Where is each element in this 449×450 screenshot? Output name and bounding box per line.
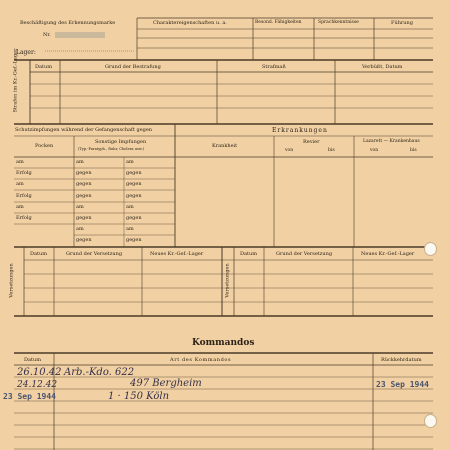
vacc-other-gegen: gegen	[126, 170, 142, 176]
special-skills-header: Besond. Fähigkeiten	[255, 20, 302, 25]
command-entry-date: 26.10.42	[17, 367, 62, 378]
conduct-header: Führung	[391, 20, 413, 26]
vacc-other-gegen: gegen	[76, 237, 92, 243]
ward-to: bis	[328, 148, 335, 153]
vacc-row-erfolg: Erfolg	[16, 170, 32, 176]
transfers-date-header-right: Datum	[240, 251, 257, 257]
transfers-reason-header-right: Grund der Versetzung	[276, 251, 333, 257]
vacc-other-am: am	[76, 159, 84, 165]
other-vaccinations-sub: (Typ.-Paratyph., Ruhr, Cholera usw.)	[78, 147, 145, 151]
transfers-side-label-right: Versetzungen	[224, 263, 231, 298]
command-entry-type: 497 Bergheim	[130, 378, 202, 389]
vacc-row-erfolg: Erfolg	[16, 193, 32, 199]
vacc-row-am: am	[16, 181, 24, 187]
language-header: Sprachkenntnisse	[318, 20, 359, 25]
transfers-date-header-left: Datum	[30, 251, 47, 257]
punishments-side-label: Strafen im Kr.-Gef.-Lager	[12, 48, 19, 113]
vacc-row-erfolg: Erfolg	[16, 215, 32, 221]
vacc-other-am: am	[76, 204, 84, 210]
transfers-side-label-left: Versetzungen	[8, 263, 15, 298]
camp-label: Lager:	[16, 49, 36, 56]
vacc-row-am: am	[16, 159, 24, 165]
vacc-other-am: am	[126, 159, 134, 165]
character-header: Charaktereigenschaften u. a.	[153, 20, 227, 26]
transfers-reason-header-left: Grund der Versetzung	[66, 251, 123, 257]
vacc-other-gegen: gegen	[76, 193, 92, 199]
transfers-camp-header-right: Neues Kr.-Gef.-Lager	[361, 251, 415, 257]
hospital-header: Lazarett — Krankenhaus	[363, 139, 420, 144]
command-entry-type: 1 · 150 Köln	[108, 391, 170, 402]
vacc-other-gegen: gegen	[76, 215, 92, 221]
commands-return-header: Rückkehrdatum	[381, 357, 422, 363]
punishments-date-header: Datum	[35, 64, 52, 70]
vacc-other-am: am	[126, 204, 134, 210]
commands-date-header: Datum	[24, 357, 41, 363]
vacc-other-gegen: gegen	[126, 237, 142, 243]
hospital-from: von	[370, 148, 379, 153]
vaccinations-title: Schutzimpfungen während der Gefangenschaft gegen	[15, 127, 153, 133]
vacc-other-am: am	[126, 226, 134, 232]
transfers-camp-header-left: Neues Kr.-Gef.-Lager	[150, 251, 204, 257]
command-return-stamp: 23 Sep 1944	[376, 380, 429, 389]
command-entry-type: Arb.-Kdo. 622	[64, 367, 135, 378]
illnesses-title: Erkrankungen	[272, 127, 328, 134]
vacc-other-am: am	[76, 226, 84, 232]
smallpox-header: Pocken	[35, 143, 54, 149]
punishments-reason-header: Grund der Bestrafung	[105, 64, 161, 70]
hospital-to: bis	[410, 148, 417, 153]
vacc-other-gegen: gegen	[126, 181, 142, 187]
other-vaccinations-header: Sonstige Impfungen	[95, 139, 147, 145]
illness-header: Krankheit	[212, 143, 238, 149]
ward-from: von	[285, 148, 294, 153]
punch-hole	[424, 414, 437, 428]
command-entry-date: 24.12.42	[17, 380, 58, 390]
vacc-other-gegen: gegen	[126, 215, 142, 221]
occupation-label: Beschäftigung des Erkennungsmarke	[20, 20, 116, 26]
vacc-other-gegen: gegen	[76, 170, 92, 176]
punch-hole	[424, 242, 437, 256]
command-date-stamp: 23 Sep 1944	[3, 392, 56, 401]
commands-title: Kommandos	[192, 338, 255, 348]
vacc-other-gegen: gegen	[126, 193, 142, 199]
vacc-other-gegen: gegen	[76, 181, 92, 187]
ward-header: Revier	[303, 139, 320, 145]
punishments-served-header: Verbüßt, Datum	[362, 64, 403, 70]
number-label: Nr.	[43, 32, 51, 38]
vacc-row-am: am	[16, 204, 24, 210]
commands-type-header: Art des Kommandos	[170, 357, 232, 363]
punishments-measure-header: Strafmaß	[262, 64, 286, 70]
